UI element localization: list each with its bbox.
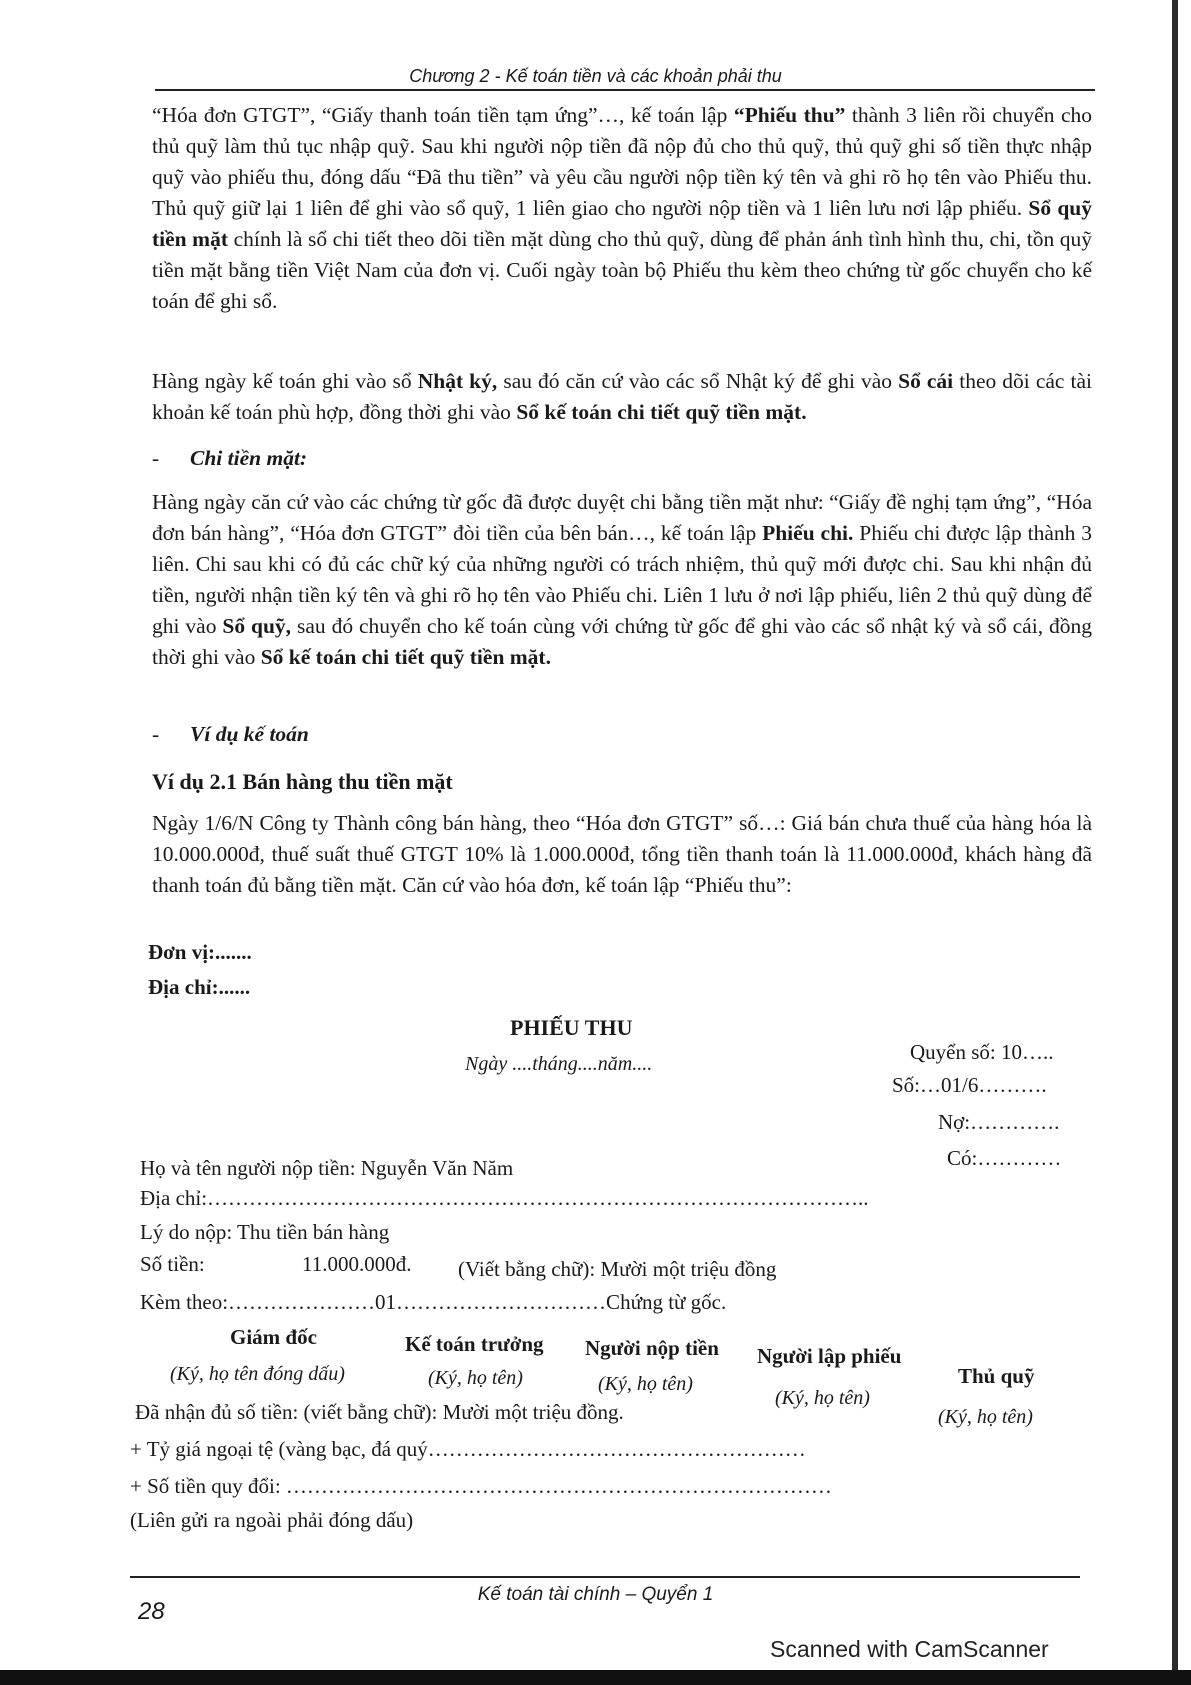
copy-stamp-note: (Liên gửi ra ngoài phải đóng dấu): [130, 1508, 414, 1532]
bold-term-so-cai: Sổ cái: [898, 369, 954, 393]
attached-documents: Kèm theo:…………………01…………………………Chứng từ gốc.: [140, 1290, 727, 1314]
text-run: sau đó chuyển cho kế toán cùng với chứng từ gốc để ghi vào các sổ nhật ký và sổ cái, đồng thời ghi vào: [152, 614, 1092, 669]
text-run: thành 3 liên rồi chuyển cho thủ quỹ làm thủ tục nhập quỹ. Sau khi người nộp tiền đã nộp đủ cho thủ quỹ, thủ quỹ ghi số tiền thực nhập quỹ vào phiếu thu, đóng dấu “Đã thu tiền” và yêu cầu người nộp tiền ký tên và ghi rõ họ tên vào Phiếu thu. Thủ quỹ giữ lại 1 liên để ghi vào sổ quỹ, 1 liên giao cho người nộp tiền và 1 liên lưu nơi lập phiếu.: [152, 103, 1092, 220]
signature-note-payer: (Ký, họ tên): [598, 1373, 693, 1395]
amount-in-words: (Viết bằng chữ): Mười một triệu đồng: [458, 1257, 777, 1281]
bold-term-phieu-chi: Phiếu chi.: [762, 521, 854, 545]
signature-preparer: Người lập phiếu: [757, 1344, 902, 1368]
signature-note-chief-accountant: (Ký, họ tên): [428, 1367, 523, 1389]
text-run: “Hóa đơn GTGT”, “Giấy thanh toán tiền tạm ứng”…, kế toán lập: [152, 103, 734, 127]
text-run: sau đó căn cứ vào các sổ Nhật ký để ghi vào: [497, 369, 899, 393]
text-run: Phiếu chi được lập thành 3 liên. Chi sau khi có đủ các chữ ký của những người có trách nhiệm, thủ quỹ mới được chi. Sau khi nhận đủ tiền, người nhận tiền ký tên và ghi rõ họ tên vào Phiếu chi. Liên 1 lưu ở nơi lập phiếu, liên 2 thủ quỹ dùng để ghi vào: [152, 521, 1092, 638]
receipt-title: PHIẾU THU: [510, 1015, 633, 1040]
footer-book-title: Kế toán tài chính – Quyển 1: [477, 1584, 714, 1605]
signature-cashier: Thủ quỹ: [958, 1364, 1035, 1388]
credit-account: Có:…………: [947, 1146, 1062, 1170]
payment-reason: Lý do nộp: Thu tiền bán hàng: [140, 1220, 390, 1244]
paragraph-journal: [152, 366, 1092, 428]
section-heading-chi-tien: [152, 446, 307, 471]
text-run: chính là sổ chi tiết theo dõi tiền mặt dùng cho thủ quỹ, dùng để phản ánh tình hình thu, chi, tồn quỹ tiền mặt bằng tiền Việt Nam của đơn vị. Cuối ngày toàn bộ Phiếu thu kèm theo chứng từ gốc chuyển cho kế toán để ghi sổ.: [152, 227, 1093, 313]
page-number: 28: [138, 1598, 165, 1625]
bullet-dash: -: [152, 446, 160, 470]
signature-note-cashier: (Ký, họ tên): [938, 1406, 1033, 1428]
signature-note-director: (Ký, họ tên đóng dấu): [170, 1363, 345, 1385]
payer-address: Địa chỉ:…………………………………………………………………………………..: [140, 1186, 869, 1210]
footer-rule: [130, 1576, 1080, 1578]
receipt-number: Số:…01/6……….: [892, 1073, 1047, 1097]
bullet-dash: -: [152, 722, 160, 746]
payer-name: Họ và tên người nộp tiền: Nguyễn Văn Năm: [140, 1156, 514, 1180]
paragraph-receipt-procedure: [152, 100, 1092, 317]
header-rule: [155, 89, 1095, 91]
text-run: Hàng ngày kế toán ghi vào sổ: [152, 369, 418, 393]
example-title: Ví dụ 2.1 Bán hàng thu tiền mặt: [152, 769, 453, 794]
text-run: Hàng ngày căn cứ vào các chứng từ gốc đã được duyệt chi bằng tiền mặt như: “Giấy đề nghị tạm ứng”, “Hóa đơn bán hàng”, “Hóa đơn GTGT” đòi tiền của bên bán…, kế toán lập: [152, 490, 1092, 545]
section-label: Ví dụ kế toán: [190, 722, 309, 746]
scanner-watermark: Scanned with CamScanner: [770, 1636, 1049, 1662]
signature-chief-accountant: Kế toán trưởng: [405, 1332, 544, 1356]
chapter-header: Chương 2 - Kế toán tiền và các khoản phải thu: [409, 66, 782, 86]
signature-note-preparer: (Ký, họ tên): [775, 1387, 870, 1409]
unit-field: Đơn vị:.......: [148, 940, 252, 964]
exchange-rate: + Tỷ giá ngoại tệ (vàng bạc, đá quý………………………………………………: [130, 1437, 806, 1461]
scan-right-edge: [1172, 0, 1178, 1685]
bold-term-nhat-ky: Nhật ký,: [417, 369, 498, 393]
paragraph-example: Ngày 1/6/N Công ty Thành công bán hàng, theo “Hóa đơn GTGT” số…: Giá bán chưa thuế của hàng hóa là 10.000.000đ, thuế suất thuế GTGT 10% là 1.000.000đ, tổng tiền thanh toán là 11.000.000đ, khách hàng đã thanh toán đủ bằng tiền mặt. Căn cứ vào hóa đơn, kế toán lập “Phiếu thu”:: [152, 811, 1092, 897]
text-run: theo dõi các tài khoản kế toán phù hợp, đồng thời ghi vào: [152, 369, 1092, 424]
bold-term-so-chi-tiet: Sổ kế toán chi tiết quỹ tiền mặt.: [260, 645, 551, 669]
bold-term-so-quy: Sổ quỹ,: [222, 614, 292, 638]
section-heading-vi-du: [152, 722, 309, 747]
bold-term-phieu-thu: “Phiếu thu”: [733, 103, 846, 127]
debit-account: Nợ:………….: [938, 1110, 1060, 1134]
amount-label: Số tiền:: [140, 1252, 205, 1276]
signature-director: Giám đốc: [230, 1325, 317, 1349]
bold-term-so-quy: Sổ quỹ tiền mặt: [152, 196, 1092, 251]
bold-term-so-chi-tiet: Sổ kế toán chi tiết quỹ tiền mặt.: [516, 400, 807, 424]
receipt-date: Ngày ....tháng....năm....: [465, 1053, 653, 1075]
converted-amount: + Số tiền quy đổi: ……………………………………………………………………: [130, 1474, 832, 1498]
address-field: Địa chỉ:......: [148, 975, 251, 999]
signature-payer: Người nộp tiền: [585, 1336, 719, 1360]
book-number: Quyển số: 10…..: [910, 1040, 1054, 1064]
paragraph-payment-procedure: [152, 487, 1092, 673]
received-amount-words: Đã nhận đủ số tiền: (viết bằng chữ): Mười một triệu đồng.: [135, 1400, 624, 1424]
section-label: Chi tiền mặt:: [190, 446, 308, 470]
amount-value: 11.000.000đ.: [302, 1252, 412, 1276]
scan-bottom-strip: [0, 1670, 1191, 1685]
